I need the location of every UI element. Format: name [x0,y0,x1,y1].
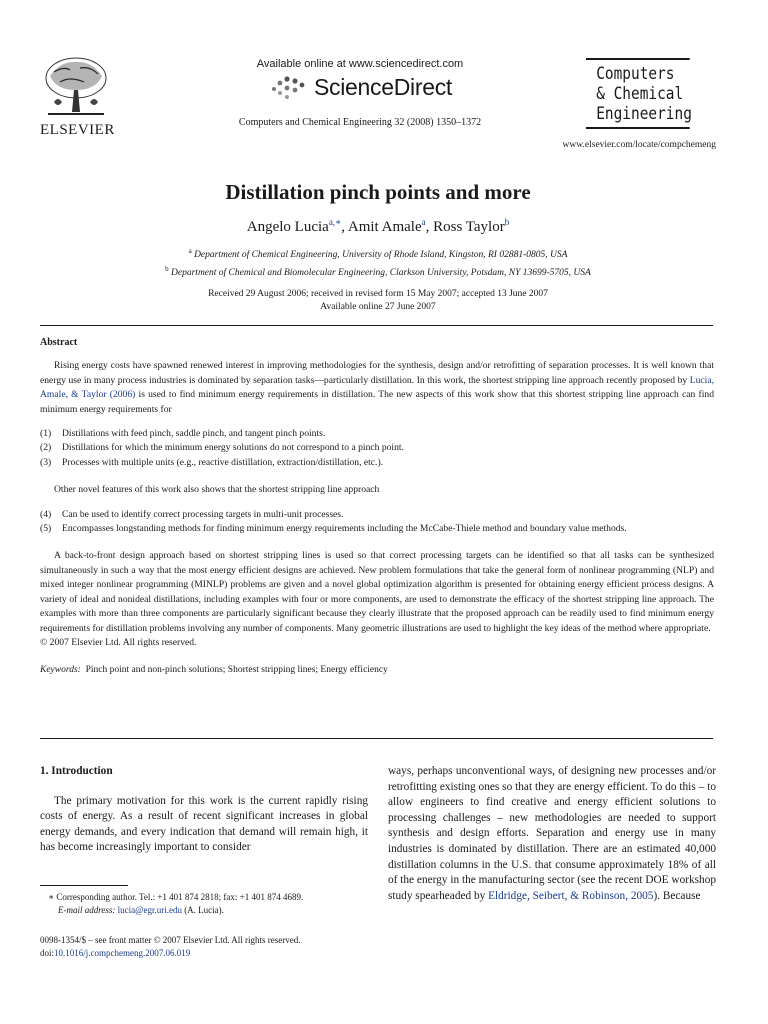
list-text: Distillations for which the minimum energy solutions do not correspond to a pinch point. [62,442,404,454]
author-name: Ross Taylor [433,219,505,235]
section-heading: 1. Introduction [40,765,113,777]
author-marks-link[interactable]: a [421,217,426,227]
keywords-text: Pinch point and non-pinch solutions; Shortest stripping lines; Energy efficiency [85,665,388,676]
citation-link[interactable]: Lucia, Amale, & Taylor (2006) [40,374,714,401]
author-separator: , [341,219,348,235]
footnote-divider [40,885,128,886]
list-number: (5) [40,523,52,535]
journal-logo-line: Computers [596,64,675,84]
list-item [40,441,714,455]
author-marks-link[interactable]: a,∗ [328,217,342,227]
sciencedirect-logo [210,74,510,101]
journal-logo [586,58,690,129]
divider-bottom [40,738,713,739]
affiliation-mark: b [165,265,169,274]
list-text: Distillations with feed pinch, saddle pinch, and tangent pinch points. [62,428,326,440]
affiliations [40,244,716,280]
body-paragraph [388,764,716,904]
journal-url-link[interactable]: www.elsevier.com/locate/compchemeng [562,140,716,150]
affiliation-text: Department of Chemical and Biomolecular Engineering, Clarkson University, Potsdam, NY 13699-5705, USA [171,268,591,279]
front-matter [40,934,380,960]
list-text: Processes with multiple units (e.g., reactive distillation, extraction/distillation, etc.). [62,456,384,468]
article-dates [40,288,716,314]
divider-top [40,325,713,326]
available-online-text: Available online at www.sciencedirect.com [256,58,464,70]
list-number: (3) [40,456,52,468]
list-text: Encompasses longstanding methods for finding minimum energy requirements including the McCabe-Thiele method and boundary value methods. [62,523,627,535]
list-number: (1) [40,428,52,440]
elsevier-logo [40,56,115,139]
sciencedirect-block [210,58,510,128]
journal-reference: Computers and Chemical Engineering 32 (2008) 1350–1372 [238,117,482,128]
doi-label: doi: [40,948,55,958]
copyright-notice: © 2007 Elsevier Ltd. All rights reserved. [40,636,197,648]
list-number: (2) [40,442,52,454]
doi-line [40,947,380,960]
abstract-text: Rising energy costs have spawned renewed interest in improving methodologies for the synthesis, design and/or retrofitting of separation processes. It is well known that energy use in many process industries is dominated by separation tasks—particularly distillation. In this work, the shortest stripping line approach recently proposed by [40,360,714,386]
author-marks-link[interactable]: b [504,217,510,227]
author-name: Angelo Lucia [246,219,329,235]
affiliation-mark: a [188,247,192,255]
body-paragraph: The primary motivation for this work is the current rapidly rising costs of energy. As a result of recent significant increases in global energy demands, and every indication that demand will remain high, it has become increasingly important to consider [40,794,368,854]
abstract [40,336,714,678]
body-column-left [40,764,368,856]
available-date: Available online 27 June 2007 [320,302,436,313]
issn-line: 0098-1354/$ – see front matter © 2007 Elsevier Ltd. All rights reserved. [40,935,301,945]
sciencedirect-dots-icon [268,75,308,101]
abstract-paragraph [40,359,714,417]
body-text: ways, perhaps unconventional ways, of designing new processes and/or retrofitting existing ones so that they are energy efficient. To do this – to allow engineers to find creative and energy efficient solutions to processing challenges – new methodologies are needed to support synthesis and design efforts. Separation and energy use in many industries is dominated by distillation. There are an estimated 40,000 distillation columns in the U.S. that consume approximately 18% of all of the energy in the manufacturing sector (see the recent DOE workshop study spearheaded by [388,765,716,902]
abstract-text: is used to find minimum energy requirements in distillation. The new aspects of this work show that this shortest stripping line approach can find minimum energy requirements for [40,389,714,415]
title-block [40,180,716,314]
list-item [40,427,714,441]
email-owner: (A. Lucia). [184,905,224,915]
abstract-heading: Abstract [40,337,78,348]
list-item [40,522,714,536]
citation-link[interactable]: Eldridge, Seibert, & Robinson, 2005 [488,889,654,902]
author-name: Amit Amale [347,219,422,235]
journal-logo-line: & Chemical [596,84,684,104]
email-label: E-mail address: [58,905,116,915]
elsevier-tree-icon [40,56,112,120]
email-link[interactable]: lucia@egr.uri.edu [117,905,182,915]
abstract-list [40,508,714,537]
body-text: ). Because [653,889,701,902]
journal-header [40,56,716,156]
list-item [40,508,714,522]
abstract-paragraph: Other novel features of this work also shows that the shortest stripping line approach [54,484,380,496]
journal-logo-line: Engineering [596,104,692,124]
list-item [40,456,714,470]
abstract-list [40,427,714,470]
footnote [40,891,370,917]
corresponding-author-note [40,891,370,904]
affiliation-text: Department of Chemical Engineering, University of Rhode Island, Kingston, RI 02881-0805, USA [194,250,568,261]
body-column-right [388,764,716,904]
affiliation-line [40,244,716,262]
publisher-name: ELSEVIER [40,122,115,138]
article-title: Distillation pinch points and more [225,180,531,204]
keywords [40,663,714,677]
list-number: (4) [40,508,52,520]
author-separator: , [425,219,434,235]
email-note [40,904,370,917]
author-list [40,217,716,236]
footnote-mark: ∗ [48,892,55,902]
list-text: Can be used to identify correct processing targets in multi-unit processes. [62,508,344,520]
affiliation-line [40,262,716,280]
doi-link[interactable]: 10.1016/j.compchemeng.2007.06.019 [54,948,191,958]
footnote-text: Corresponding author. Tel.: +1 401 874 2818; fax: +1 401 874 4689. [56,892,304,902]
received-dates: Received 29 August 2006; received in revised form 15 May 2007; accepted 13 June 2007 [208,289,548,300]
abstract-paragraph: A back-to-front design approach based on shortest stripping lines is used so that correct processing targets can be identified so that all tasks can be synthesized simultaneously in such a way that the most energy efficient designs are achieved. New problem formulations that take the general form of nonlinear programming (NLP) and mixed integer nonlinear programming (MINLP) problems are given and a novel global optimization algorithm is presented for obtaining energy efficient process designs. A variety of ideal and nonideal distillations, including examples with four or more components, are used to demonstrate the efficacy of the shortest stripping line approach. The examples with more than three components are particularly significant because they clearly illustrate that the proposed approach can be readily used to find minimum energy requirements for distillation problems involving any number of components. Many geometric illustrations are used to highlight the key ideas of the method where appropriate. [40,550,714,634]
sciencedirect-wordmark: ScienceDirect [314,74,452,100]
keywords-label: Keywords: [40,665,81,676]
